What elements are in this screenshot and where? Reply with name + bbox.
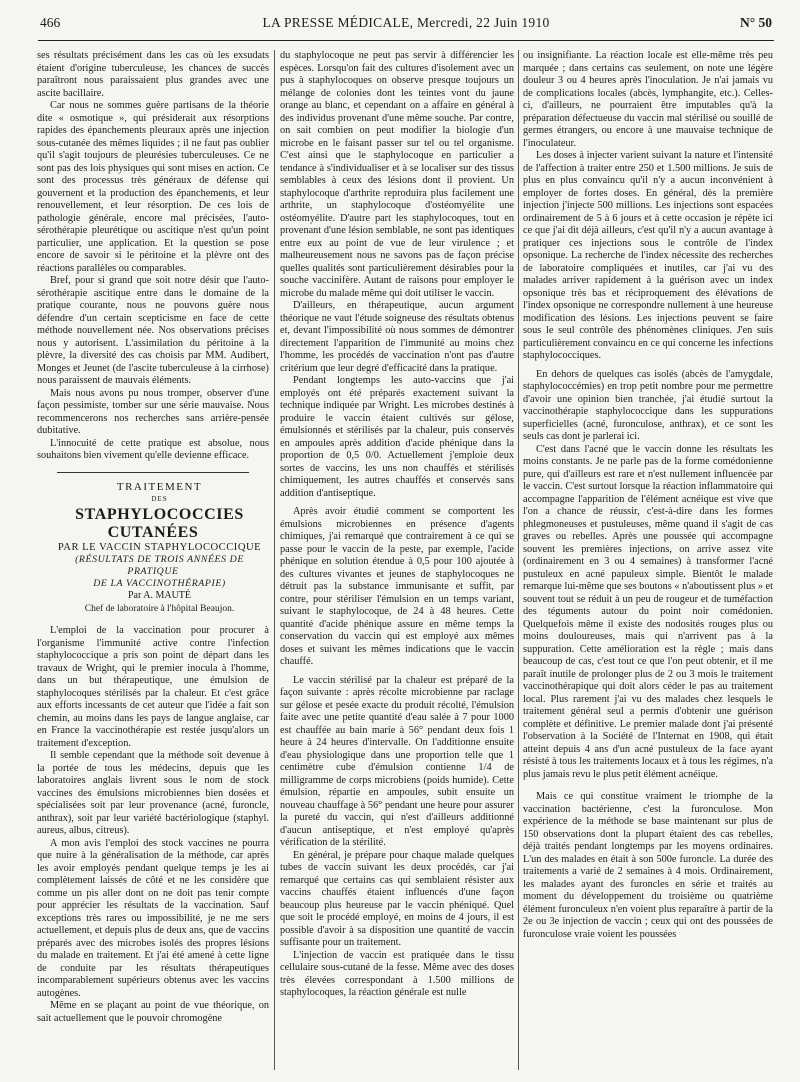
paragraph: A mon avis l'emploi des stock vaccines ne pourra que nuire à la généralisation de la méthode, car après les avoir employés pendant quelque temps je les ai complètement laissés de côté et ne les considère que comme un pis aller dont on ne doit pas tenir compte pour apprécier les résultats de la vaccination. Sauf exceptions très rares ou impossibilité, je ne me sers actuellement, et depuis plus de deux ans, que de vaccins préparés avec des microbes isolés des propres lésions du malade en traitement. Et j'ai été amené à cette ligne de conduite par les résultats thérapeutiques incomparablement supérieurs obtenus avec les vaccins autogènes. <box>37 837 269 999</box>
header-rule <box>38 40 774 41</box>
paragraph: D'ailleurs, en thérapeutique, aucun argument théorique ne vaut l'étude soigneuse des résultats obtenus et, devant l'impossibilité où nous sommes de démontrer directement l'apparition de l'immunité au moins chez l'homme, les procédés de vaccination n'ont pas d'autre critérium que leur degré d'efficacité dans la pratique. <box>280 300 514 374</box>
paragraph: L'emploi de la vaccination pour procurer à l'organisme l'immunité active contre l'infection staphylococcique a pris son point de départ dans les travaux de Wright, qui le premier inocula à l'homme, dans un but thérapeutique, une émulsion de staphylocoques stérilisés par la chaleur. Et c'est grâce aux efforts incessants de cet auteur que l'idée a fait son chemin, au moins dans les pays de langue anglaise, car en France la vaccinothérapie est restée jusqu'alors un traitement d'exception. <box>37 625 269 749</box>
paragraph: Pendant longtemps les auto-vaccins que j'ai employés ont été préparés exactement suivant la technique indiquée par Wright. Les microbes destinés à produire le vaccin étaient cultivés sur gélose, émulsionnés et stérilisés par la chaleur, puis conservés en ampoules après addition d'acide phénique dans la proportion de 0,5 0/0. Actuellement j'emploie deux sortes de vaccins, les uns non chauffés et stérilisés chimiquement, les autres chauffés et conservés sans addition d'antiseptique. <box>280 375 514 499</box>
paragraph: ses résultats précisément dans les cas où les exsudats étaient d'origine tuberculeuse, les chances de succès paraîtront nous paraissaient plus grandes avec une ascite bacillaire. <box>37 50 269 99</box>
article-des: DES <box>151 495 168 503</box>
paragraph: Même en se plaçant au point de vue théorique, on sait actuellement que le pouvoir chromogène <box>37 1000 269 1024</box>
paragraph: Car nous ne sommes guère partisans de la théorie dite « osmotique », qui présiderait aux résorptions rapides des épanchements pleuraux après une injection sous-cutanée des mêmes liquides ; il ne faut pas oublier qu'il s'agit toujours de pleurésies tuberculeuses. Ce ne sont pas des lois physiques qui sont mises en action. Ce sont des processus très généraux de défense qui gouvernent et la production des épanchements, et leur renouvellement, et leur résorption. De ces lois de pathologie générale, encore mal précisées, l'auto-sérothérapie pleurétique ou ascitique n'est qu'un point particulier, une application. Et la question se pose encore de savoir si le péritoine et la plèvre ont des réactions parallèles ou comparables. <box>37 100 269 274</box>
paragraph: du staphylocoque ne peut pas servir à différencier les espèces. Lorsqu'on fait des cultures d'isolement avec un pus à staphylocoques on observe presque toujours un mélange de colonies dont les teintes vont du jaune orange au blanc, et cependant on a affaire en général à des individus provenant d'une même souche. Par contre, on sait combien on peut modifier la biologie d'un microbe en le faisant passer sur tel ou tel organisme. C'est ainsi que le staphylocoque en particulier a tendance à s'individualiser et à se localiser sur des tissus semblables à ceux des lésions dont il provient. Un staphylocoque d'arthrite reproduira plus facilement une arthrite, un staphylocoque d'ostéomyélite une ostéomyélite. D'autre part les staphylocoques, tout en provenant d'une lésion semblable, ne sont pas identiques entre eux au point de vue de leur virulence ; et malheureusement nous ne savons pas de façon précise quelles qualités sont particulièrement désirables pour la souche vaccinifère. Autant de raisons pour employer le microbe du malade même qui doit utiliser le vaccin. <box>280 50 514 299</box>
article-author: Par A. MAUTÉ <box>127 590 192 601</box>
paragraph: L'innocuité de cette pratique est absolue, nous souhaitons bien vivement qu'elle devienne efficace. <box>37 437 269 461</box>
paragraph: C'est dans l'acné que le vaccin donne les résultats les moins constants. Je ne parle pas de la forme comédonienne pure, qui d'ailleurs est rare et n'est nullement influencée par le vaccin. C'est surtout lorsque la réaction inflammatoire qui accompagne l'apparition de l'élément acnéique est vive que l'on a chance de réussir, c'est-à-dire dans les formes phlegmoneuses et pustuleuses, même quand il s'agit de cas graves ou rebelles. Après une poussée qui accompagne souvent les premières injections, on arrive assez vite (ordinairement en 3 ou 4 semaines) à transformer l'acné pustuleux en acné papuleux simple. Bientôt le malade remarque lui-même que ses boutons « n'aboutissent plus » et souvent tout se réduit à un peu de rougeur et de tuméfaction des téguments autour du point noir comédonien. Quelquefois même il existe des nodosités rouges plus ou moins douloureuses, mais qui n'arrivent pas à la suppuration. Cette amélioration est la règle ; mais dans beaucoup de cas, c'est tout ce que l'on peut obtenir, et il me paraît inutile de prolonger plus de 2 ou 3 mois le traitement vaccinothérapique qui doit alors céder le pas au traitement local. Plus rarement j'ai vu des malades chez lesquels le traitement général seul a permis d'obtenir une guérison complète et définitive. Le premier malade dont j'ai présenté l'observation à la Société de l'Internat en 1908, qui était atteint depuis 4 ans d'un acné pustuleux de la face ayant résisté à tous les traitements locaux et à tous les régimes, n'a plus jamais revu le plus petit élément acnéique. <box>523 443 773 780</box>
column-divider-1 <box>274 50 275 1070</box>
issue-number: N° 50 <box>739 15 772 30</box>
paragraph: En général, je prépare pour chaque malade quelques tubes de vaccin suivant les deux procédés, car j'ai remarqué que certains cas qui semblaient résister aux vaccins chauffés étaient influencés d'une façon beaucoup plus heureuse par le vaccin phéniqué. Quel que soit le procédé employé, en moins de 4 jours, il est possible d'avoir à sa disposition une quantité de vaccin suffisante pour un traitement. <box>280 849 514 948</box>
column-3 <box>523 50 773 1075</box>
article-title: STAPHYLOCOCCIES CUTANÉES <box>75 505 244 541</box>
paragraph: Les doses à injecter varient suivant la nature et l'intensité de l'affection à traiter entre 250 et 1.500 millions. Je suis de plus en plus convaincu qu'il n'y a aucun inconvénient à employer de fortes doses. En général, dès la première injection j'injecte 500 millions. Les injections sont espacées ordinairement de 5 à 6 jours et à cette occasion je répète ici ce que j'ai dit déjà ailleurs, c'est qu'il n'y a aucun avantage à pratiquer ces injections sous le contrôle de l'index opsonique. La recherche de l'index nécessite des recherches de laboratoire compliquées et inutiles, car j'ai vu des malades arriver rapidement à la guérison avec un index opsonique très bas et réciproquement des élévations de l'index opsonique ne correspondre nullement à une heureuse modification des lésions. Les injections peuvent se faire sous le seul contrôle des phénomènes cliniques. J'en suis particulièrement convaincu en ce qui concerne les infections staphylococciques. <box>523 150 773 361</box>
section-separator <box>57 472 249 473</box>
article-note-line-1: (RÉSULTATS DE TROIS ANNÉES DE PRATIQUE <box>75 554 244 577</box>
page-header <box>40 15 772 37</box>
column-1 <box>37 50 269 1075</box>
paragraph: L'injection de vaccin est pratiquée dans le tissu cellulaire sous-cutané de la fesse. Même avec des doses très élevées correspondant à 1.500 millions de staphylocoques, la réaction générale est nulle <box>280 949 514 998</box>
paragraph: Le vaccin stérilisé par la chaleur est préparé de la façon suivante : après récolte microbienne par raclage sur gélose et pesée exacte du produit récolté, l'émulsion faite avec une petite quantité d'eau salée à 7 pour 1000 est chauffée au bain marie à 56° pendant deux fois 1 heure à 24 heures d'intervalle. On l'additionne ensuite d'eau physiologique dans une proportion telle que 1 centimètre cube d'émulsion contienne 1/4 de milligramme de corps microbiens (poids humide). Cette émulsion, répartie en ampoules, subit ensuite un nouveau chauffage à 56° pendant une heure pour assurer la pureté du vaccin, qui n'est d'ailleurs additionné d'aucun antiseptique, et n'est employé qu'après vérification de la stérilité. <box>280 674 514 848</box>
journal-title: LA PRESSE MÉDICALE, Mercredi, 22 Juin 1910 <box>262 15 550 30</box>
article-note-line-2: DE LA VACCINOTHÉRAPIE) <box>93 578 226 589</box>
paragraph: Il semble cependant que la méthode soit devenue à la portée de tous les médecins, depuis que les laboratoires anglais livrent sous le nom de stock vaccines des émulsions microbiennes bien dosées et spécialisées soit par leur provenance (acné, furoncle, anthrax), soit par leur variété bactériologique (staphyl. aureus, albus, citreus). <box>37 750 269 836</box>
paragraph: Après avoir étudié comment se comportent les émulsions microbiennes en présence d'agents chimiques, j'ai remarqué que contrairement à ce qui se passe pour le vaccin de la peste, par exemple, l'acide phénique en solution étendue à 0,5 pour 100 ajoutée à des cultures vivantes et jeunes de staphylocoques ne détruit pas la substance immunisante et suffit, par contre, pour stériliser l'émulsion en un temps variant, suivant le staphylocoque, de 24 à 48 heures. Cette quantité d'acide phénique assure en même temps la conservation du vaccin qui est employé aux mêmes doses et suivant les mêmes indications que le vaccin chauffé. <box>280 506 514 667</box>
page-number: 466 <box>40 15 61 30</box>
article-subtitle: PAR LE VACCIN STAPHYLOCOCCIQUE <box>57 541 262 553</box>
column-divider-2 <box>518 50 519 1070</box>
paragraph: Mais nous avons pu nous tromper, observer d'une façon pessimiste, tomber sur une série mauvaise. Nous recommencerons nos recherches sans arrière-pensée dubitative. <box>37 387 269 436</box>
article-affiliation: Chef de laboratoire à l'hôpital Beaujon. <box>84 603 235 614</box>
paragraph: Bref, pour si grand que soit notre désir que l'auto-sérothérapie ascitique entre dans le domaine de la pratique courante, nous ne pouvons guère nous défendre d'un certain scepticisme en face de cette méthode nouvellement née. Nos observations précises nous y autorisent. L'assimilation du péritoine à la plèvre, la diversité des cas choisis par MM. Audibert, Monges et Jeunet (de l'ascite tuberculeuse à la cirrhose) nous paraissent de mauvais éléments. <box>37 275 269 386</box>
paragraph: ou insignifiante. La réaction locale est elle-même très peu marquée ; dans certains cas seulement, on note une légère douleur 3 ou 4 heures après l'inoculation. Je n'ai jamais vu de complications locales (abcès, lymphangite, etc.). Celles-ci, d'ailleurs, ne pourraient être imputables qu'à la préparation défectueuse du vaccin mal stérilisé ou souillé de germes étrangers, ou encore à une mauvaise technique de l'inoculateur. <box>523 50 773 149</box>
column-2 <box>280 50 514 1075</box>
paragraph: En dehors de quelques cas isolés (abcès de l'amygdale, staphylococcémies) en trop petit nombre pour me permettre d'avoir une opinion bien tranchée, j'ai étudié surtout la vaccinothérapie staphylococcique dans les suppurations superficielles (acné, furonculose, anthrax), et ce sont les seuls cas dont je parlerai ici. <box>523 368 773 442</box>
paragraph: Mais ce qui constitue vraiment le triomphe de la vaccination bactérienne, c'est la furonculose. Mon expérience de la méthode se base maintenant sur plus de 150 observations dont la plupart étaient des cas rebelles, déjà traités pendant longtemps par les moyens ordinaires. L'un des malades en était à son 500e furoncle. La durée des traitements a varié de 2 semaines à 4 mois. Ordinairement, les malades ayant des furoncles en série et traités au moment du développement du troisième ou quatrième élément furonculeux n'en voient plus reparaître à partir de la 2e ou 3e injection de vaccin ; ceux qui ont des poussées de furonculose vraie voient les poussées <box>523 791 773 940</box>
article-kicker: TRAITEMENT <box>116 480 203 493</box>
